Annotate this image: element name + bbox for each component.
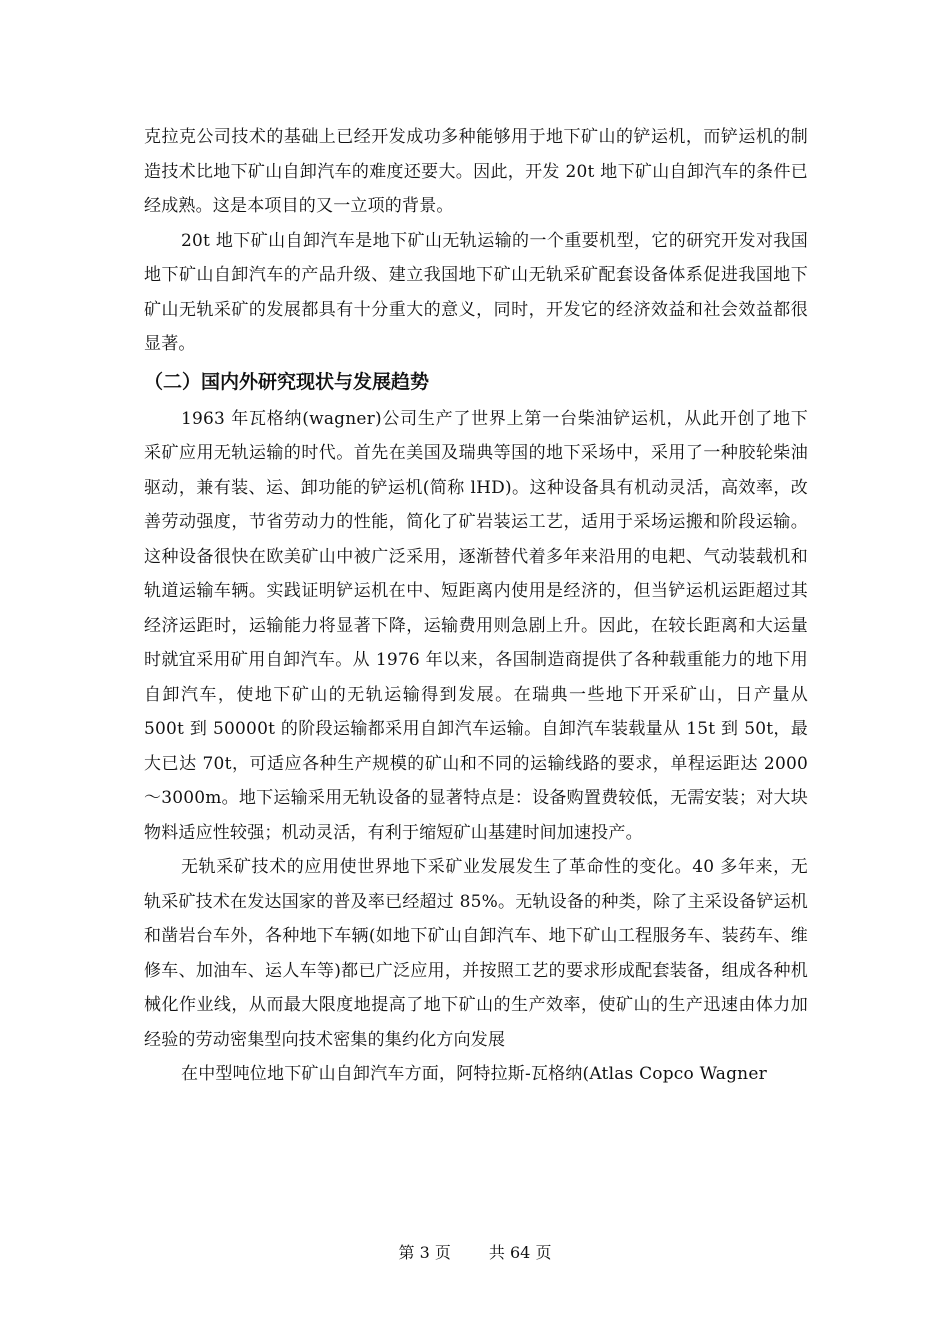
- page-footer: [0, 1241, 950, 1265]
- page-number: 第 3 页: [398, 1243, 451, 1262]
- section-heading: （二）国内外研究现状与发展趋势: [144, 370, 430, 393]
- paragraph-continuation: 克拉克公司技术的基础上已经开发成功多种能够用于地下矿山的铲运机，而铲运机的制造技术比地下矿山自卸汽车的难度还要大。因此，开发 20t 地下矿山自卸汽车的条件已经成熟。这是本项目的又一立项的背景。: [144, 127, 808, 216]
- paragraph-medium-tonnage: 在中型吨位地下矿山自卸汽车方面，阿特拉斯-瓦格纳(Atlas Copco Wagner: [181, 1064, 767, 1084]
- paragraph-history: 1963 年瓦格纳(wagner)公司生产了世界上第一台柴油铲运机，从此开创了地下采矿应用无轨运输的时代。首先在美国及瑞典等国的地下采场中，采用了一种胶轮柴油驱动，兼有装、运、卸功能的铲运机(简称 lHD)。这种设备具有机动灵活，高效率，改善劳动强度，节省劳动力的性能，简化了矿岩装运工艺，适用于采场运搬和阶段运输。这种设备很快在欧美矿山中被广泛采用，逐渐替代着多年来沿用的电耙、气动装载机和轨道运输车辆。实践证明铲运机在中、短距离内使用是经济的，但当铲运机运距超过其经济运距时，运输能力将显著下降，运输费用则急剧上升。因此，在较长距离和大运量时就宜采用矿用自卸汽车。从 1976 年以来，各国制造商提供了各种载重能力的地下用自卸汽车，使地下矿山的无轨运输得到发展。在瑞典一些地下开采矿山，日产量从 500t 到 50000t 的阶段运输都采用自卸汽车运输。自卸汽车装载量从 15t 到 50t，最大已达 70t，可适应各种生产规模的矿山和不同的运输线路的要求，单程运距达 2000～3000m。地下运输采用无轨设备的显著特点是：设备购置费较低，无需安装；对大块物料适应性较强；机动灵活，有利于缩短矿山基建时间加速投产。: [144, 408, 808, 843]
- paragraph-project-significance: 20t 地下矿山自卸汽车是地下矿山无轨运输的一个重要机型，它的研究开发对我国地下矿山自卸汽车的产品升级、建立我国地下矿山无轨采矿配套设备体系促进我国地下矿山无轨采矿的发展都具有十分重大的意义，同时，开发它的经济效益和社会效益都很显著。: [144, 230, 808, 354]
- paragraph-trackless-mining: 无轨采矿技术的应用使世界地下采矿业发展发生了革命性的变化。40 多年来，无轨采矿技术在发达国家的普及率已经超过 85%。无轨设备的种类，除了主采设备铲运机和凿岩台车外，各种地下车辆(如地下矿山自卸汽车、地下矿山工程服务车、装药车、维修车、加油车、运人车等)都已广泛应用，并按照工艺的要求形成配套装备，组成各种机械化作业线，从而最大限度地提高了地下矿山的生产效率，使矿山的生产迅速由体力加经验的劳动密集型向技术密集的集约化方向发展: [144, 857, 808, 1050]
- document-body: [144, 120, 808, 1092]
- total-pages: 共 64 页: [488, 1243, 552, 1262]
